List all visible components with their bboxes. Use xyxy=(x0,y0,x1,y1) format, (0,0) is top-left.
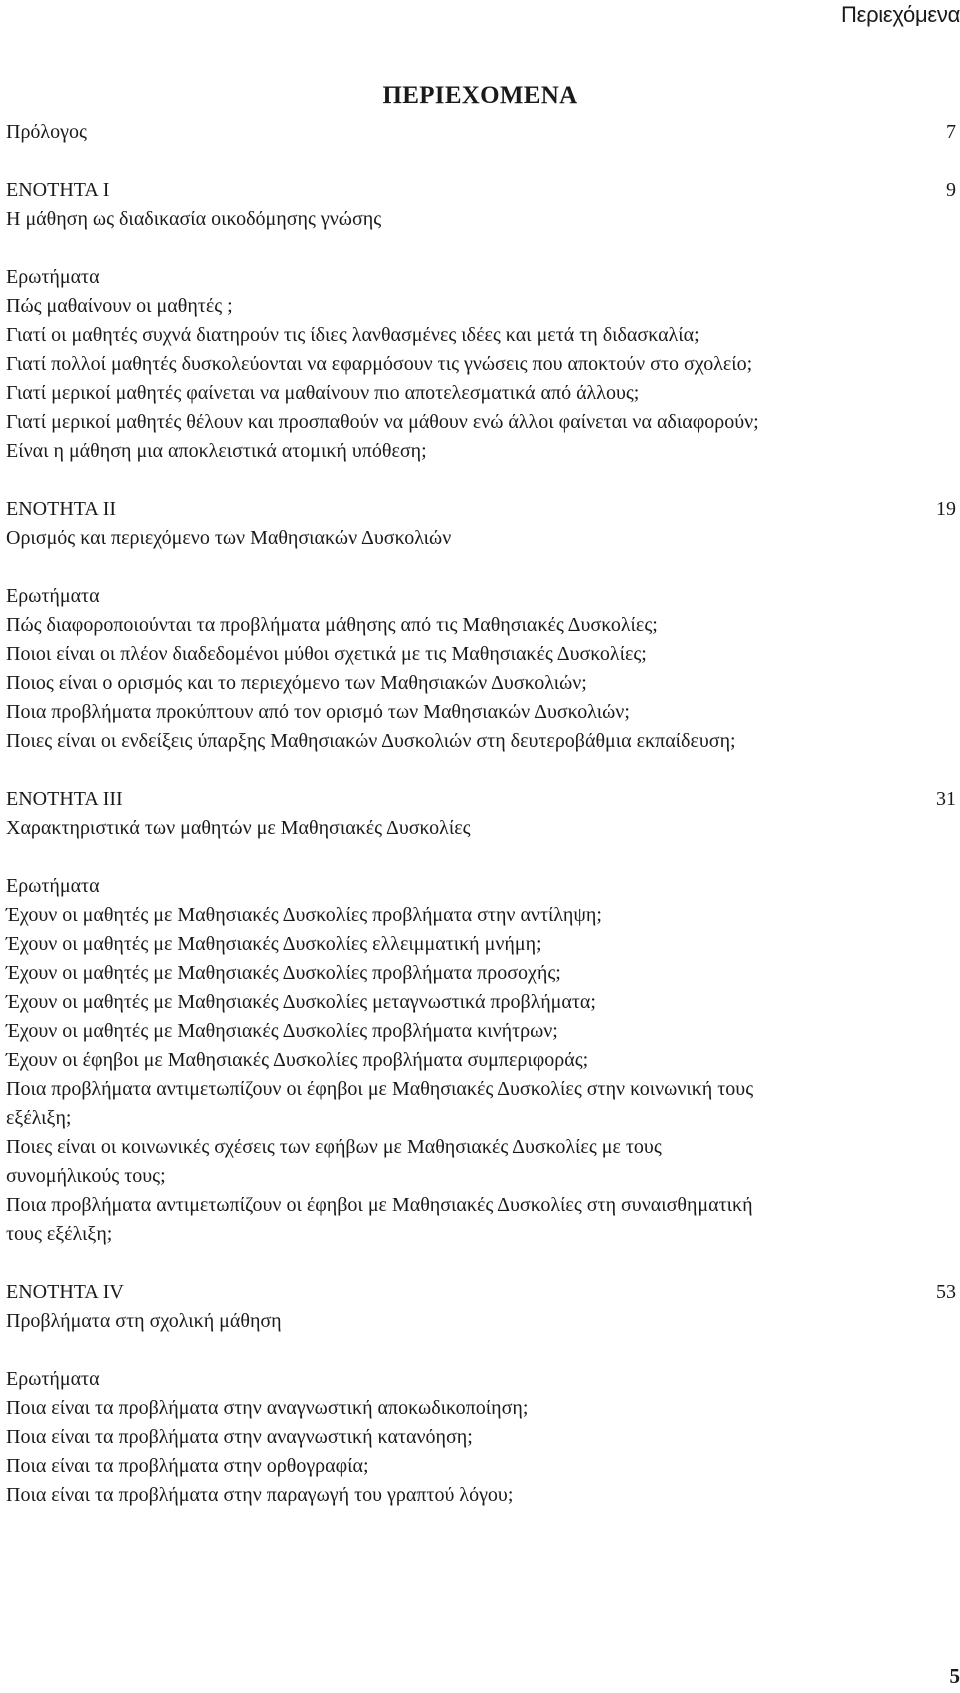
section-subtitle: Χαρακτηριστικά των μαθητών με Μαθησιακές Δυσκολίες xyxy=(6,817,471,839)
question-item: Έχουν οι έφηβοι με Μαθησιακές Δυσκολίες προβλήματα συμπεριφοράς; xyxy=(6,1049,589,1071)
toc-entry-prologue[interactable] xyxy=(6,118,956,147)
questions-label: Ερωτήματα xyxy=(6,585,100,607)
section-subtitle: Η μάθηση ως διαδικασία οικοδόμησης γνώσης xyxy=(6,208,382,230)
section-subtitle: Ορισμός και περιεχόμενο των Μαθησιακών Δυσκολιών xyxy=(6,527,452,549)
question-item: Έχουν οι μαθητές με Μαθησιακές Δυσκολίες προβλήματα κινήτρων; xyxy=(6,1020,558,1042)
toc-section-2-heading[interactable] xyxy=(6,495,956,524)
toc-section-3-heading[interactable] xyxy=(6,785,956,814)
question-item: Ποια προβλήματα αντιμετωπίζουν οι έφηβοι με Μαθησιακές Δυσκολίες στην κοινωνική τους xyxy=(6,1078,754,1100)
question-item: Γιατί οι μαθητές συχνά διατηρούν τις ίδιες λανθασμένες ιδέες και μετά τη διδασκαλία; xyxy=(6,324,700,346)
question-item: Ποιες είναι οι κοινωνικές σχέσεις των εφήβων με Μαθησιακές Δυσκολίες με τους xyxy=(6,1136,662,1158)
question-item: Ποια είναι τα προβλήματα στην παραγωγή του γραπτού λόγου; xyxy=(6,1484,514,1506)
section-subtitle: Προβλήματα στη σχολική μάθηση xyxy=(6,1310,282,1332)
question-item: Ποιος είναι ο ορισμός και το περιεχόμενο των Μαθησιακών Δυσκολιών; xyxy=(6,672,587,694)
toc-page-number: 31 xyxy=(936,788,956,810)
question-item: Ποια είναι τα προβλήματα στην ορθογραφία; xyxy=(6,1455,369,1477)
questions-label: Ερωτήματα xyxy=(6,266,100,288)
question-item: Έχουν οι μαθητές με Μαθησιακές Δυσκολίες μεταγνωστικά προβλήματα; xyxy=(6,991,596,1013)
section-heading: ΕΝΟΤΗΤΑ IV xyxy=(6,1281,124,1303)
question-item: Γιατί μερικοί μαθητές θέλουν και προσπαθούν να μάθουν ενώ άλλοι φαίνεται να αδιαφορούν; xyxy=(6,411,759,433)
question-item: Ποιες είναι οι ενδείξεις ύπαρξης Μαθησιακών Δυσκολιών στη δευτεροβάθμια εκπαίδευση; xyxy=(6,730,736,752)
question-item: Έχουν οι μαθητές με Μαθησιακές Δυσκολίες ελλειμματική μνήμη; xyxy=(6,933,542,955)
section-heading: ΕΝΟΤΗΤΑ II xyxy=(6,498,117,520)
table-of-contents xyxy=(6,118,956,1510)
question-item: Ποια είναι τα προβλήματα στην αναγνωστική κατανόηση; xyxy=(6,1426,473,1448)
question-item: Ποιοι είναι οι πλέον διαδεδομένοι μύθοι σχετικά με τις Μαθησιακές Δυσκολίες; xyxy=(6,643,647,665)
toc-section-4-heading[interactable] xyxy=(6,1278,956,1307)
question-item: Ποια προβλήματα αντιμετωπίζουν οι έφηβοι με Μαθησιακές Δυσκολίες στη συναισθηματική xyxy=(6,1194,753,1216)
question-item: συνομήλικούς τους; xyxy=(6,1165,166,1187)
section-heading: ΕΝΟΤΗΤΑ III xyxy=(6,788,123,810)
toc-page-number: 7 xyxy=(946,121,956,143)
toc-page-number: 19 xyxy=(936,498,956,520)
questions-label: Ερωτήματα xyxy=(6,875,100,897)
page-title: ΠΕΡΙΕΧΟΜΕΝΑ xyxy=(382,82,578,109)
toc-section-1-heading[interactable] xyxy=(6,176,956,205)
toc-page-number: 53 xyxy=(936,1281,956,1303)
question-item: Γιατί πολλοί μαθητές δυσκολεύονται να εφαρμόσουν τις γνώσεις που αποκτούν στο σχολείο; xyxy=(6,353,753,375)
question-item: Είναι η μάθηση μια αποκλειστικά ατομική υπόθεση; xyxy=(6,440,427,462)
question-item: Ποια είναι τα προβλήματα στην αναγνωστική αποκωδικοποίηση; xyxy=(6,1397,529,1419)
question-item: Ποια προβλήματα προκύπτουν από τον ορισμό των Μαθησιακών Δυσκολιών; xyxy=(6,701,630,723)
toc-entry-label: Πρόλογος xyxy=(6,121,87,143)
question-item: Πώς διαφοροποιούνται τα προβλήματα μάθησης από τις Μαθησιακές Δυσκολίες; xyxy=(6,614,658,636)
question-item: Γιατί μερικοί μαθητές φαίνεται να μαθαίνουν πιο αποτελεσματικά από άλλους; xyxy=(6,382,640,404)
question-item: Πώς μαθαίνουν οι μαθητές ; xyxy=(6,295,233,317)
toc-page-number: 9 xyxy=(946,179,956,201)
page-number-folio: 5 xyxy=(949,1664,960,1688)
running-head: Περιεχόμενα xyxy=(841,2,960,27)
questions-label: Ερωτήματα xyxy=(6,1368,100,1390)
section-heading: ΕΝΟΤΗΤΑ I xyxy=(6,179,110,201)
question-item: Έχουν οι μαθητές με Μαθησιακές Δυσκολίες προβλήματα στην αντίληψη; xyxy=(6,904,602,926)
question-item: τους εξέλιξη; xyxy=(6,1223,113,1245)
question-item: εξέλιξη; xyxy=(6,1107,72,1129)
question-item: Έχουν οι μαθητές με Μαθησιακές Δυσκολίες προβλήματα προσοχής; xyxy=(6,962,561,984)
